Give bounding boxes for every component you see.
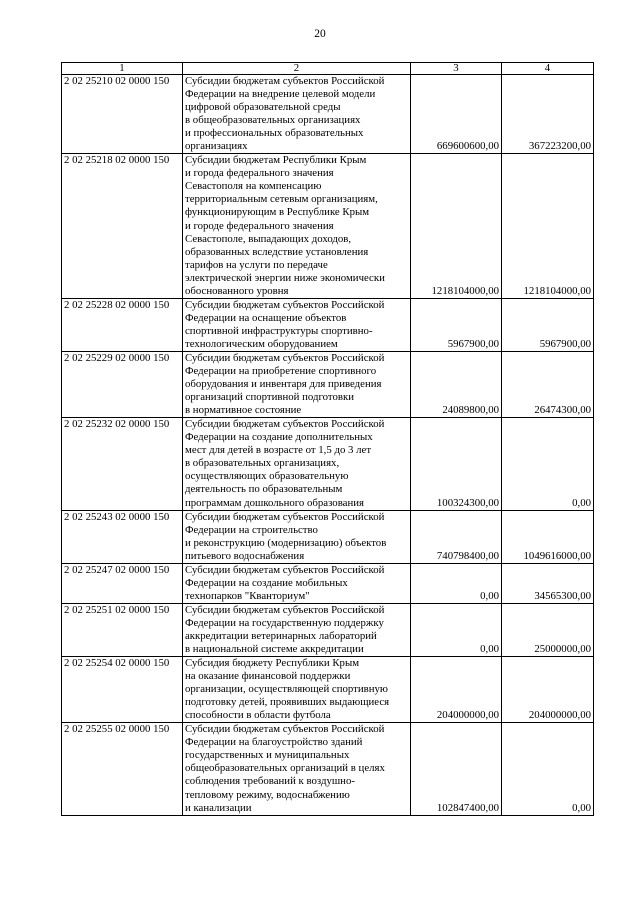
code-cell: 2 02 25228 02 0000 150 (62, 298, 183, 351)
name-cell: Субсидии бюджетам субъектов Российской Федерации на строительство и реконструкцию (модернизацию) объектов питьевого водоснабжения (183, 510, 411, 563)
table-row (62, 603, 594, 656)
name-cell: Субсидии бюджетам Республики Крым и города федерального значения Севастополя на компенсацию территориальным сетевым организациям, функционирующим в Республике Крым и городе федерального значения Севастополе, выпадающих доходов, образованных вследствие установления тарифов на услуги по передаче электрической энергии ниже экономически обоснованного уровня (183, 154, 411, 299)
table-row (62, 351, 594, 417)
amount-col4-cell: 25000000,00 (502, 603, 594, 656)
column-header: 3 (411, 63, 502, 75)
name-cell: Субсидия бюджету Республики Крым на оказание финансовой поддержки организации, осуществляющей спортивную подготовку детей, проявивших выдающиеся способности в области футбола (183, 657, 411, 723)
table-row (62, 657, 594, 723)
column-header: 1 (62, 63, 183, 75)
amount-col4-cell: 0,00 (502, 723, 594, 815)
code-cell: 2 02 25255 02 0000 150 (62, 723, 183, 815)
code-cell: 2 02 25229 02 0000 150 (62, 351, 183, 417)
column-header: 2 (183, 63, 411, 75)
table-row (62, 418, 594, 510)
budget-table (61, 62, 594, 816)
code-cell: 2 02 25254 02 0000 150 (62, 657, 183, 723)
table-row (62, 723, 594, 815)
amount-col3-cell: 740798400,00 (411, 510, 502, 563)
name-cell: Субсидии бюджетам субъектов Российской Федерации на создание мобильных технопарков "Кванториум" (183, 563, 411, 603)
table-row (62, 75, 594, 154)
table-header-row (62, 63, 594, 75)
table-row (62, 510, 594, 563)
amount-col4-cell: 26474300,00 (502, 351, 594, 417)
code-cell: 2 02 25251 02 0000 150 (62, 603, 183, 656)
amount-col3-cell: 24089800,00 (411, 351, 502, 417)
amount-col3-cell: 0,00 (411, 563, 502, 603)
name-cell: Субсидии бюджетам субъектов Российской Федерации на приобретение спортивного оборудования и инвентаря для приведения организаций спортивной подготовки в нормативное состояние (183, 351, 411, 417)
code-cell: 2 02 25243 02 0000 150 (62, 510, 183, 563)
amount-col3-cell: 100324300,00 (411, 418, 502, 510)
code-cell: 2 02 25218 02 0000 150 (62, 154, 183, 299)
table-row (62, 154, 594, 299)
amount-col4-cell: 1049616000,00 (502, 510, 594, 563)
page-number: 20 (314, 28, 326, 40)
amount-col3-cell: 102847400,00 (411, 723, 502, 815)
name-cell: Субсидии бюджетам субъектов Российской Федерации на внедрение целевой модели цифровой образовательной среды в общеобразовательных организациях и профессиональных образовательных организациях (183, 75, 411, 154)
name-cell: Субсидии бюджетам субъектов Российской Федерации на благоустройство зданий государственных и муниципальных общеобразовательных организаций в целях соблюдения требований к воздушно- тепловому режиму, водоснабжению и канализации (183, 723, 411, 815)
amount-col3-cell: 5967900,00 (411, 298, 502, 351)
name-cell: Субсидии бюджетам субъектов Российской Федерации на государственную поддержку аккредитации ветеринарных лабораторий в национальной системе аккредитации (183, 603, 411, 656)
code-cell: 2 02 25232 02 0000 150 (62, 418, 183, 510)
column-header: 4 (502, 63, 594, 75)
amount-col4-cell: 204000000,00 (502, 657, 594, 723)
amount-col3-cell: 204000000,00 (411, 657, 502, 723)
table-row (62, 563, 594, 603)
code-cell: 2 02 25210 02 0000 150 (62, 75, 183, 154)
table-row (62, 298, 594, 351)
amount-col3-cell: 669600600,00 (411, 75, 502, 154)
amount-col4-cell: 34565300,00 (502, 563, 594, 603)
amount-col3-cell: 0,00 (411, 603, 502, 656)
amount-col4-cell: 367223200,00 (502, 75, 594, 154)
amount-col4-cell: 0,00 (502, 418, 594, 510)
amount-col4-cell: 1218104000,00 (502, 154, 594, 299)
amount-col4-cell: 5967900,00 (502, 298, 594, 351)
name-cell: Субсидии бюджетам субъектов Российской Федерации на создание дополнительных мест для детей в возрасте от 1,5 до 3 лет в образовательных организациях, осуществляющих образовательную деятельность по образовательным программам дошкольного образования (183, 418, 411, 510)
code-cell: 2 02 25247 02 0000 150 (62, 563, 183, 603)
name-cell: Субсидии бюджетам субъектов Российской Федерации на оснащение объектов спортивной инфраструктуры спортивно- технологическим оборудованием (183, 298, 411, 351)
amount-col3-cell: 1218104000,00 (411, 154, 502, 299)
